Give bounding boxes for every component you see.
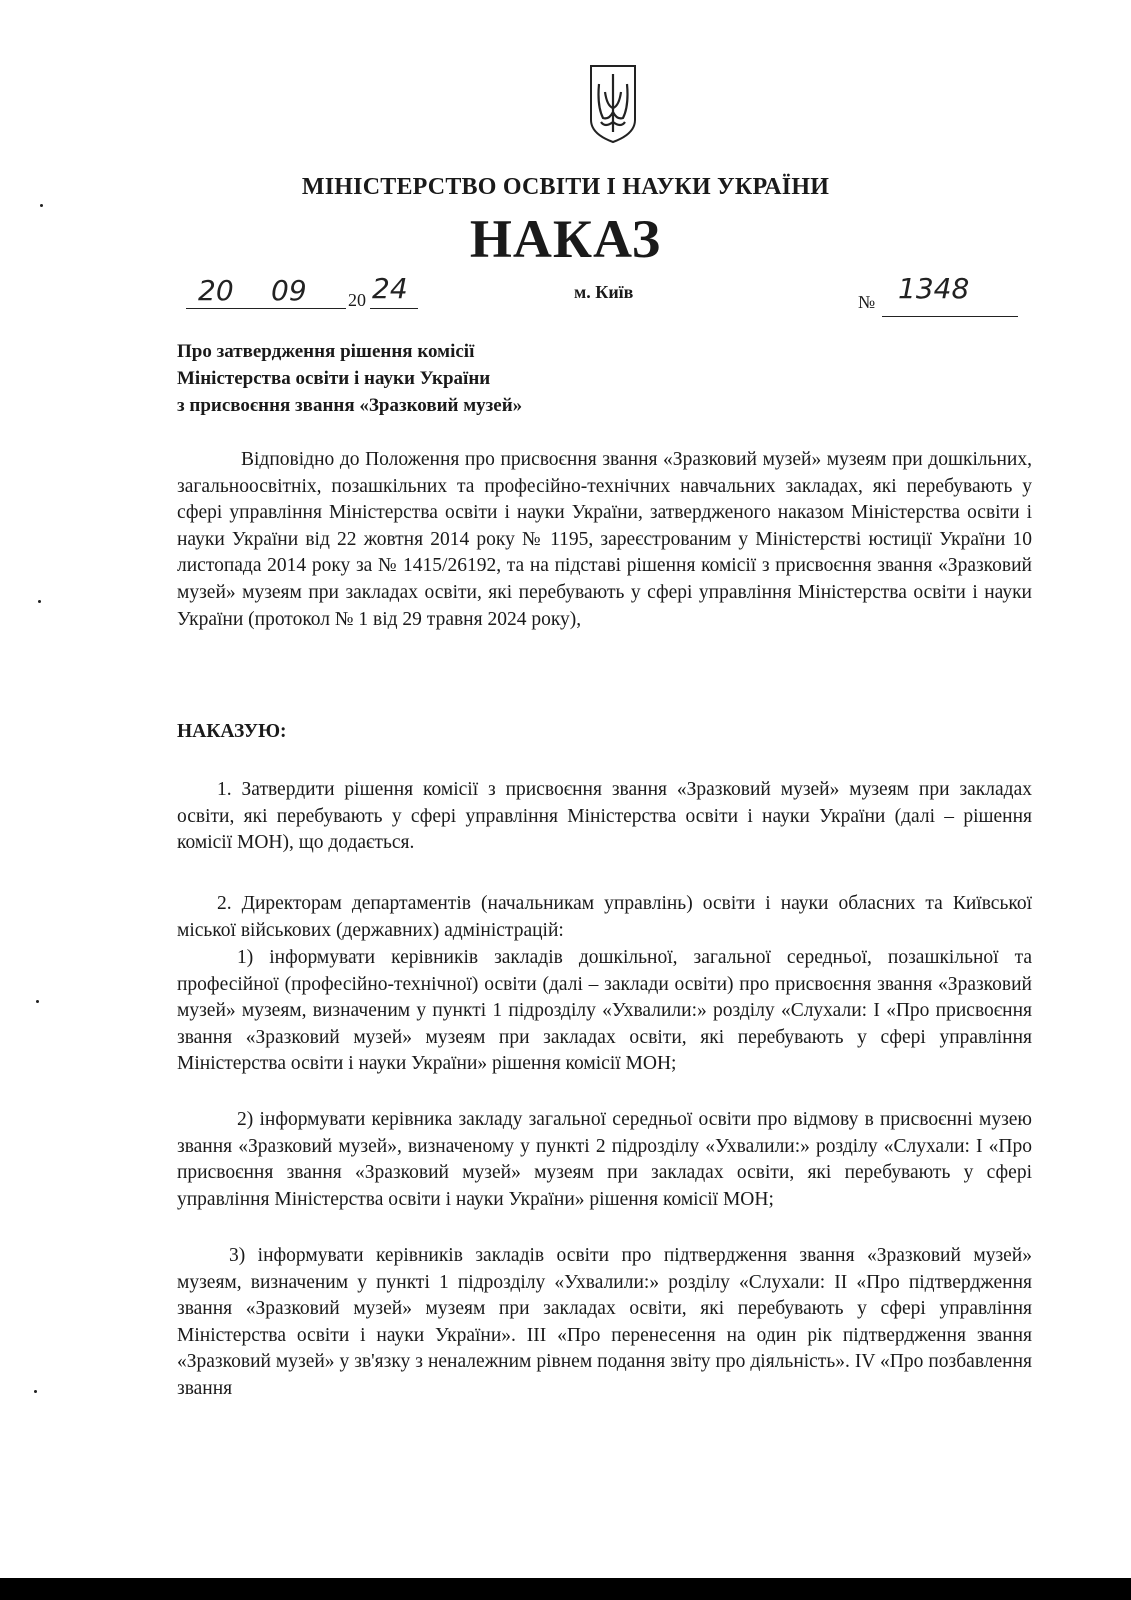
scan-speck	[34, 1390, 37, 1393]
scan-bottom-edge	[0, 1578, 1131, 1600]
year-underline	[370, 308, 418, 309]
date-month: 09	[271, 274, 307, 307]
preamble-paragraph: Відповідно до Положення про присвоєння звання «Зразковий музей» музеям при дошкільних, загальноосвітніх, позашкільних та професійно-технічних навчальних закладах, які перебувають у сфері управління Міністерства освіти і науки України, затвердженого наказом Міністерства освіти і науки України від 22 жовтня 2014 року № 1195, зареєстрованим у Міністерстві юстиції України 10 листопада 2014 року за № 1415/26192, та на підставі рішення комісії з присвоєння звання «Зразковий музей» музеям при закладах освіти, які перебувають у сфері управління Міністерства освіти і науки України (протокол № 1 від 29 травня 2024 року),	[177, 449, 1032, 630]
order-word: НАКАЗУЮ:	[177, 721, 287, 742]
city-label: м. Київ	[574, 282, 634, 302]
scan-speck	[38, 600, 41, 603]
year-suffix: 24	[372, 272, 408, 305]
date-underline	[186, 308, 346, 309]
order-subject	[177, 338, 697, 419]
subject-line: Міністерства освіти і науки України	[177, 368, 491, 389]
order-subitem-2-1: 1) інформувати керівників закладів дошкільної, загальної середньої, позашкільної та професійної (професійно-технічної) освіти (далі – заклади освіти) про присвоєння звання «Зразковий музей» музеям, визначеним у пункті 1 підрозділу «Ухвалили:» розділу «Слухали: І «Про присвоєння звання «Зразковий музей» музеям при закладах освіти, які перебувають у сфері управління Міністерства освіти і науки України» рішення комісії МОН;	[177, 947, 1032, 1075]
coat-of-arms-icon	[583, 62, 643, 146]
scan-speck	[36, 1000, 39, 1003]
order-date	[186, 272, 466, 312]
order-subitem-2-3: 3) інформувати керівників закладів освіти про підтвердження звання «Зразковий музей» музеям, визначеним у пункті 1 підрозділу «Ухвалили:» розділу «Слухали: ІІ «Про підтвердження звання «Зразковий музей» музеям при закладах освіти, які перебувають у сфері управління Міністерства освіти і науки України». ІІІ «Про перенесення на один рік підтвердження звання «Зразковий музей» у зв'язку з неналежним рівнем подання звіту про діяльність». IV «Про позбавлення звання	[177, 1245, 1032, 1399]
number-sign: №	[858, 292, 876, 312]
subject-line: з присвоєння звання «Зразковий музей»	[177, 395, 523, 416]
number-underline	[882, 316, 1018, 317]
subject-line: Про затвердження рішення комісії	[177, 341, 475, 362]
order-item-1: 1. Затвердити рішення комісії з присвоєння звання «Зразковий музей» музеям при закладах освіти, які перебувають у сфері управління Міністерства освіти і науки України (далі – рішення комісії МОН), що додається.	[177, 779, 1032, 854]
scan-speck	[40, 204, 43, 207]
order-subitem-2-2: 2) інформувати керівника закладу загальної середньої освіти про відмову в присвоєнні музею звання «Зразковий музей», визначеному у пункті 2 підрозділу «Ухвалили:» розділу «Слухали: І «Про присвоєння звання «Зразковий музей» музеям при закладах освіти, які перебувають у сфері управління Міністерства освіти і науки України» рішення комісії МОН;	[177, 1109, 1032, 1210]
ministry-name: МІНІСТЕРСТВО ОСВІТИ І НАУКИ УКРАЇНИ	[301, 174, 830, 200]
order-number	[858, 272, 1018, 318]
year-prefix: 20	[348, 290, 366, 310]
number-value: 1348	[898, 272, 970, 305]
order-item-2: 2. Директорам департаментів (начальникам управлінь) освіти і науки обласних та Київської міської військових (державних) адміністрацій:	[177, 893, 1032, 941]
date-day: 20	[198, 274, 234, 307]
document-type-title: НАКАЗ	[469, 209, 662, 269]
